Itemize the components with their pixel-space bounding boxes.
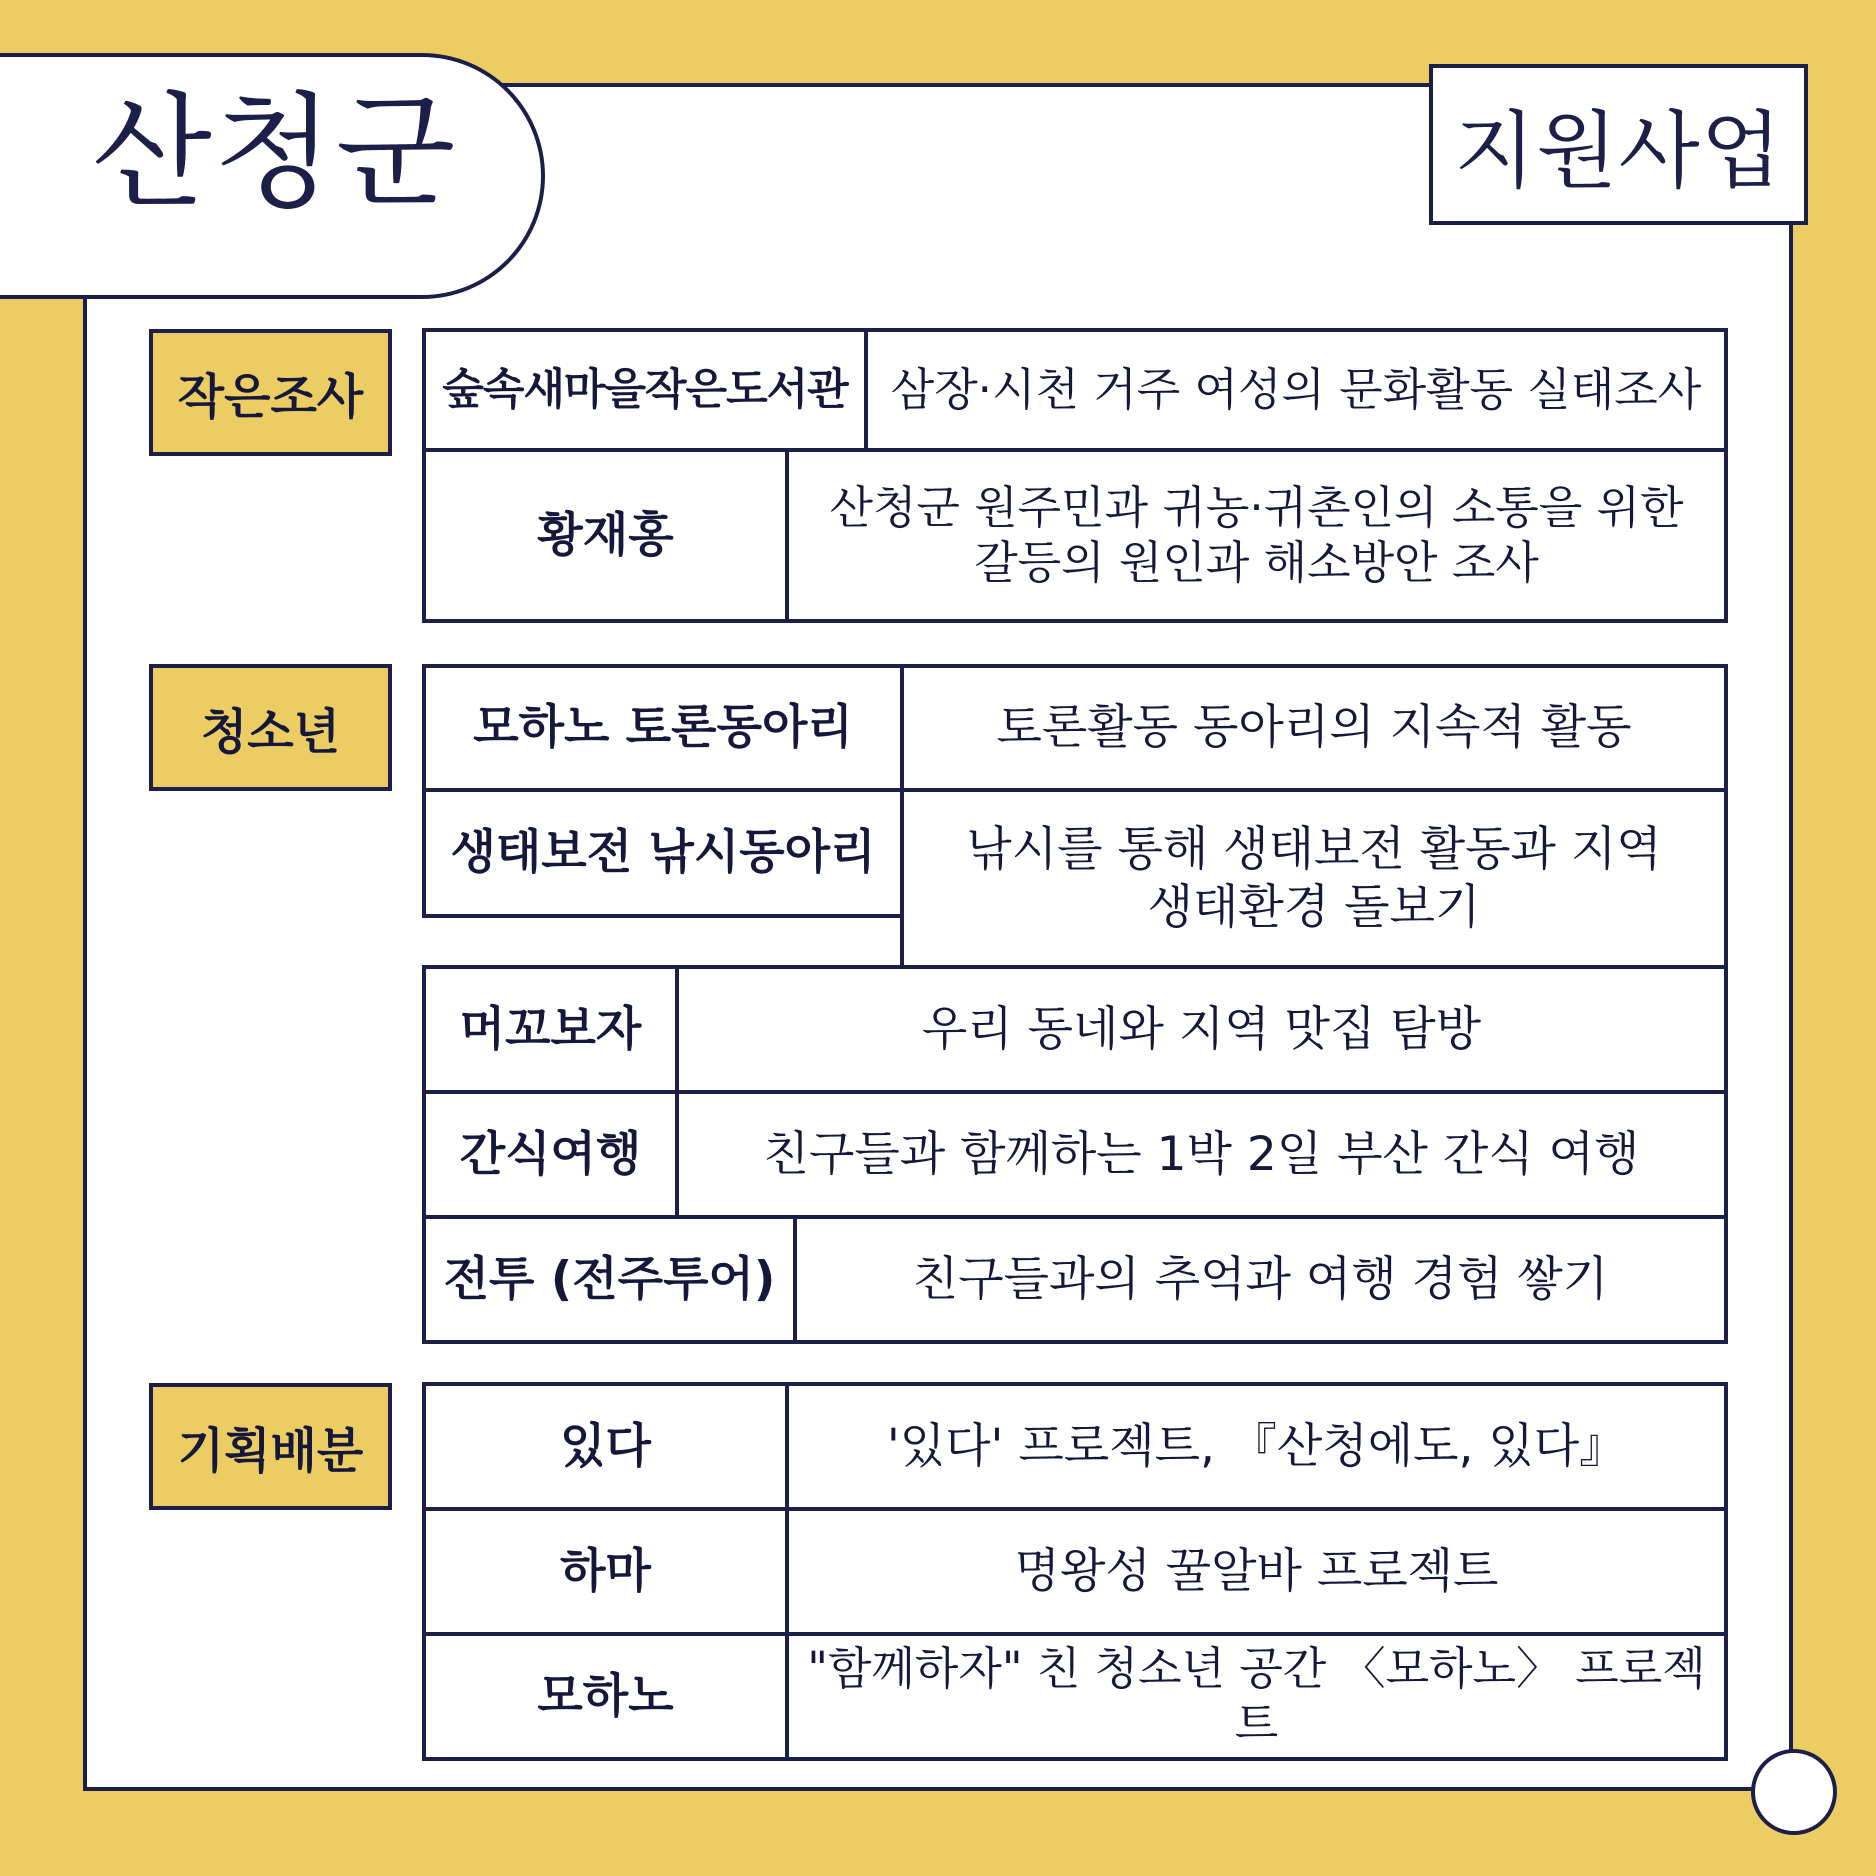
program-description: 명왕성 꿀알바 프로젝트 bbox=[785, 1507, 1728, 1636]
corner-circle-decoration bbox=[1751, 1749, 1837, 1835]
section-label-youth: 청소년 bbox=[149, 664, 392, 791]
program-description: '있다' 프로젝트, 『산청에도, 있다』 bbox=[785, 1382, 1728, 1511]
program-name: 숲속새마을작은도서관 bbox=[422, 328, 868, 452]
section-label-small-survey: 작은조사 bbox=[149, 329, 392, 456]
description-line: 갈등의 원인과 해소방안 조사 bbox=[974, 535, 1539, 589]
program-description bbox=[785, 448, 1728, 623]
page-title: 산청군 bbox=[92, 81, 458, 225]
program-name: 생태보전 낚시동아리 bbox=[422, 788, 904, 918]
program-name: 머꼬보자 bbox=[422, 965, 679, 1094]
program-description: 친구들과의 추억과 여행 경험 쌓기 bbox=[793, 1215, 1728, 1344]
program-name: 전투 (전주투어) bbox=[422, 1215, 797, 1344]
program-description: 친구들과 함께하는 1박 2일 부산 간식 여행 bbox=[675, 1090, 1728, 1219]
program-name: 황재홍 bbox=[422, 448, 789, 623]
program-name: 간식여행 bbox=[422, 1090, 679, 1219]
program-name: 있다 bbox=[422, 1382, 789, 1511]
program-description bbox=[900, 788, 1728, 969]
description-line: 낚시를 통해 생태보전 활동과 지역 bbox=[966, 822, 1662, 878]
section-label-planning: 기획배분 bbox=[149, 1383, 392, 1510]
description-line: 생태환경 돌보기 bbox=[1147, 879, 1481, 935]
program-description: 토론활동 동아리의 지속적 활동 bbox=[900, 664, 1728, 792]
category-tag-label: 지원사업 bbox=[1454, 102, 1783, 200]
category-tag bbox=[1429, 64, 1808, 225]
program-name: 모하노 토론동아리 bbox=[422, 664, 904, 792]
program-description: 삼장·시천 거주 여성의 문화활동 실태조사 bbox=[864, 328, 1728, 452]
description-line: 산청군 원주민과 귀농·귀촌인의 소통을 위한 bbox=[829, 480, 1684, 534]
program-description: 우리 동네와 지역 맛집 탐방 bbox=[675, 965, 1728, 1094]
program-description: "함께하자" 친 청소년 공간 〈모하노〉 프로젝트 bbox=[785, 1632, 1728, 1761]
program-name: 모하노 bbox=[422, 1632, 789, 1761]
program-name: 하마 bbox=[422, 1507, 789, 1636]
